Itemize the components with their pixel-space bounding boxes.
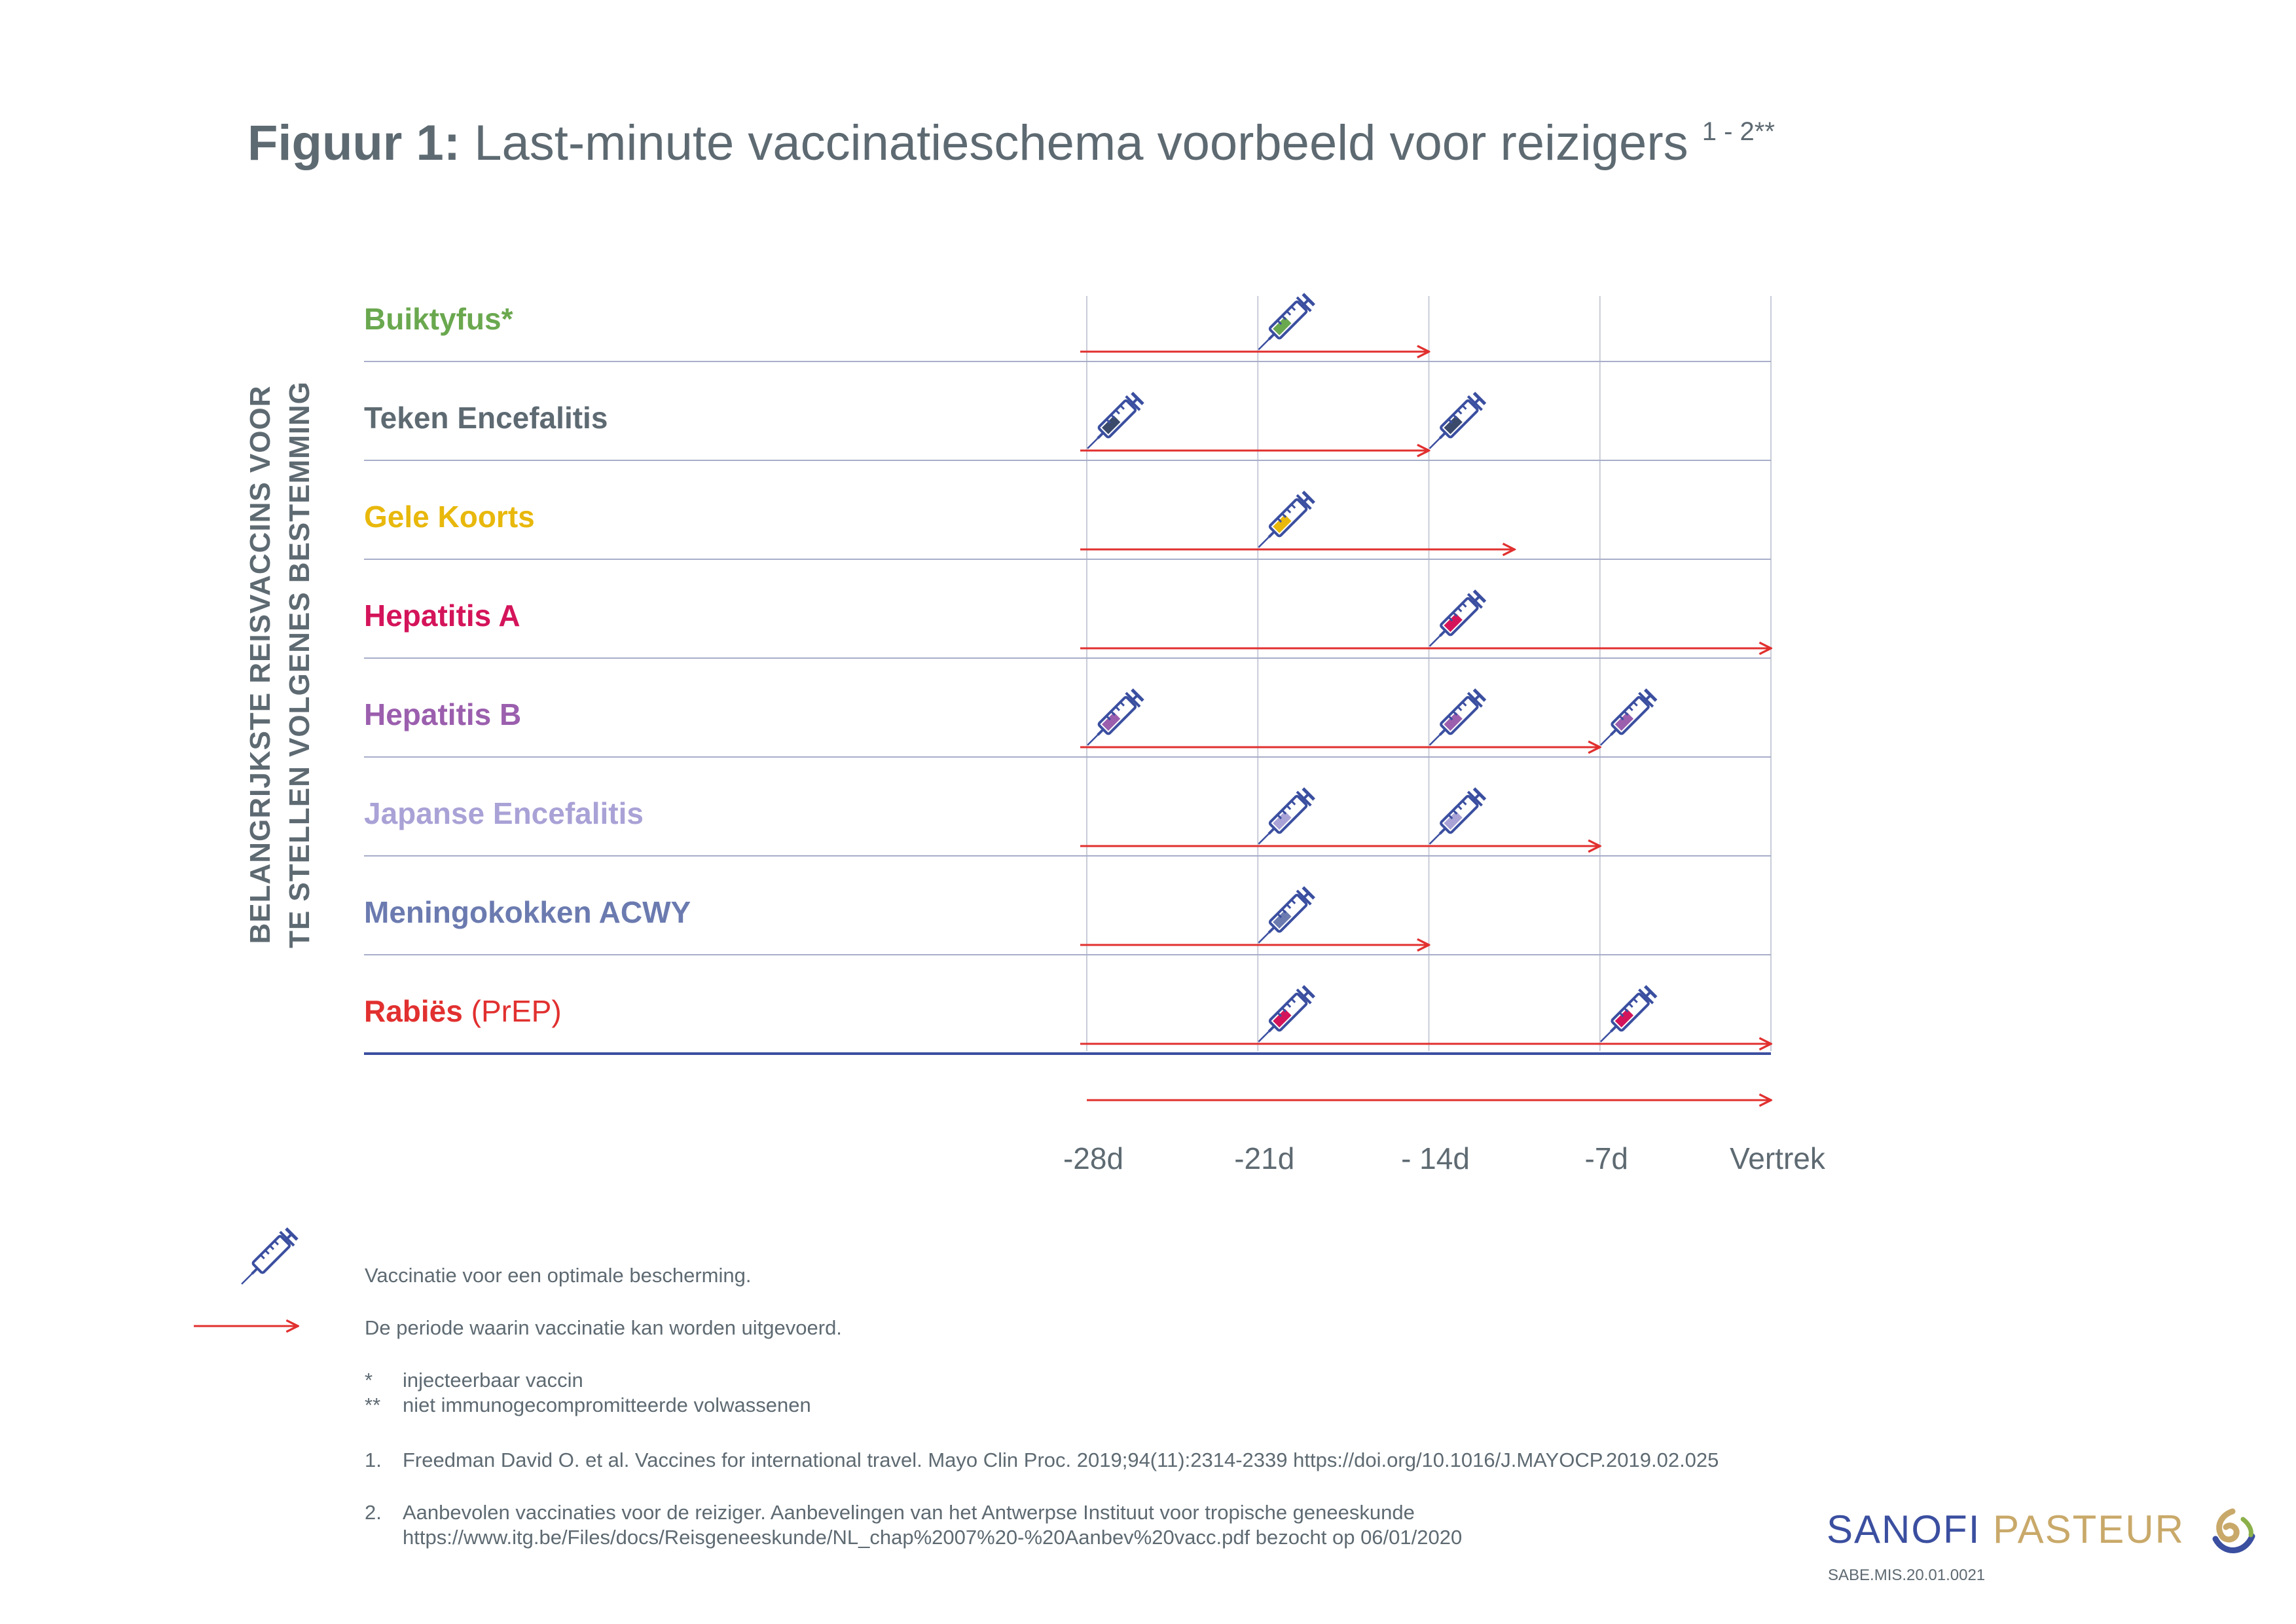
- y-axis-label-line1: BELANGRIJKSTE REISVACCINS VOOR: [244, 385, 276, 944]
- syringe-icon-rabi-s-1: [1594, 985, 1658, 1049]
- row-label-name-hepatitis-a: Hepatitis A: [364, 599, 520, 633]
- row-label-suffix-buiktyfus: *: [501, 302, 513, 336]
- row-label-buiktyfus: [364, 302, 513, 336]
- reference-mark-1: 1.: [365, 1449, 382, 1471]
- title-superscript: 1 - 2**: [1702, 117, 1775, 146]
- syringe-icon-teken-encefalitis-1-needle: [1430, 438, 1440, 449]
- row-label-name-japanse-encefalitis: Japanse Encefalitis: [364, 796, 644, 830]
- syringe-icon-rabi-s-0: [1252, 985, 1316, 1049]
- reference-mark-2: 2.: [365, 1501, 382, 1524]
- syringe-icon-japanse-encefalitis-1: [1423, 787, 1487, 851]
- syringe-icon-buiktyfus-0: [1252, 293, 1316, 357]
- x-tick-label-4: Vertrek: [1730, 1141, 1825, 1175]
- row-label-name-rabi-s: Rabiës: [364, 994, 463, 1028]
- syringe-icon-hepatitis-b-1: [1423, 688, 1487, 752]
- syringe-icon-hepatitis-b-2-barrel: [1611, 697, 1649, 735]
- note-mark-2: **: [365, 1393, 381, 1416]
- syringe-icon-japanse-encefalitis-1-barrel: [1440, 796, 1478, 834]
- syringe-icon-hepatitis-a-0-barrel: [1440, 598, 1478, 636]
- syringe-icon-hepatitis-b-0: [1080, 688, 1144, 752]
- sanofi-pasteur-logo: [1827, 1506, 2259, 1559]
- document-code: SABE.MIS.20.01.0021: [1828, 1566, 1986, 1584]
- syringe-icon-teken-encefalitis-1: [1423, 392, 1487, 456]
- note-text-1: injecteerbaar vaccin: [403, 1369, 583, 1392]
- syringe-icon-japanse-encefalitis-1-needle: [1430, 834, 1440, 844]
- syringe-icon-hepatitis-a-0: [1423, 589, 1487, 654]
- syringe-icon-gele-koorts-0-needle: [1258, 537, 1269, 547]
- syringe-icon-japanse-encefalitis-0: [1252, 787, 1316, 851]
- syringe-icon-japanse-encefalitis-0-hub: [1269, 828, 1274, 834]
- syringe-icon-rabi-s-1-hub: [1611, 1026, 1616, 1031]
- row-label-hepatitis-b: [364, 697, 521, 731]
- row-label-suffix-rabi-s: (PrEP): [462, 994, 562, 1028]
- syringe-icon-hepatitis-a-0-needle: [1430, 636, 1440, 646]
- row-label-rabi-s: [364, 994, 562, 1028]
- x-tick-label-3: -7d: [1584, 1141, 1628, 1175]
- row-label-name-gele-koorts: Gele Koorts: [364, 500, 535, 534]
- syringe-icon-rabi-s-1-needle: [1601, 1031, 1611, 1042]
- syringe-icon-hepatitis-b-1-hub: [1440, 729, 1445, 735]
- syringe-icon-teken-encefalitis-0-hub: [1098, 433, 1103, 438]
- title-text: Last-minute vaccinatieschema voorbeeld voor reizigers: [474, 115, 1688, 171]
- syringe-icon-hepatitis-b-1-barrel: [1440, 697, 1478, 735]
- x-tick-label-1: -21d: [1234, 1141, 1295, 1175]
- syringe-icon-japanse-encefalitis-0-needle: [1258, 834, 1269, 844]
- row-label-hepatitis-a: [364, 599, 520, 633]
- legend-syringe-icon-hub: [252, 1268, 257, 1274]
- syringe-icon-rabi-s-1-barrel: [1611, 993, 1649, 1031]
- legend-syringe-icon-needle: [242, 1274, 252, 1284]
- note-text-2: niet immunogecompromitteerde volwassenen: [403, 1393, 811, 1416]
- logo-part1: SANOFI: [1827, 1507, 1981, 1551]
- row-label-name-teken-encefalitis: Teken Encefalitis: [364, 401, 608, 435]
- row-label-name-buiktyfus: Buiktyfus: [364, 302, 501, 336]
- y-axis-label-line2: TE STELLEN VOLGENES BESTEMMING: [283, 380, 316, 949]
- row-label-meningokokken-acwy: [364, 895, 691, 929]
- row-label-gele-koorts: [364, 500, 535, 534]
- syringe-icon-meningokokken-acwy-0-needle: [1258, 932, 1269, 943]
- syringe-icon-teken-encefalitis-1-barrel: [1440, 400, 1478, 438]
- syringe-icon-gele-koorts-0: [1252, 490, 1316, 555]
- syringe-icon-meningokokken-acwy-0: [1252, 886, 1316, 950]
- syringe-icon-japanse-encefalitis-1-hub: [1440, 828, 1445, 834]
- reference-text-2b: https://www.itg.be/Files/docs/Reisgeneeskunde/NL_chap%2007%20-%20Aanbev%20vacc.pdf bezocht op 06/01/2020: [403, 1526, 1463, 1549]
- syringe-icon-hepatitis-a-0-hub: [1440, 631, 1445, 636]
- legend-syringe-text: Vaccinatie voor een optimale bescherming.: [365, 1264, 752, 1287]
- syringe-icon-rabi-s-0-needle: [1258, 1031, 1269, 1042]
- syringe-icon-buiktyfus-0-needle: [1258, 339, 1269, 350]
- reference-text-2a: Aanbevolen vaccinaties voor de reiziger. Aanbevelingen van het Antwerpse Instituut voor tropische geneeskunde: [403, 1501, 1415, 1524]
- syringe-icon-hepatitis-b-0-needle: [1087, 735, 1098, 745]
- row-label-name-meningokokken-acwy: Meningokokken ACWY: [364, 895, 691, 929]
- syringe-icon-teken-encefalitis-1-hub: [1440, 433, 1445, 438]
- syringe-icon-hepatitis-b-2-needle: [1601, 735, 1611, 745]
- reference-text-1: Freedman David O. et al. Vaccines for international travel. Mayo Clin Proc. 2019;94(11):2314-2339 https://doi.org/10.1016/J.MAYOCP.2019.02.025: [403, 1449, 1719, 1471]
- logo-part2: PASTEUR: [1993, 1507, 2185, 1551]
- syringe-icon-hepatitis-b-0-hub: [1098, 729, 1103, 735]
- logo-mark-icon: [2206, 1506, 2259, 1559]
- row-label-teken-encefalitis: [364, 401, 608, 435]
- syringe-icon-teken-encefalitis-0: [1080, 392, 1144, 456]
- row-label-japanse-encefalitis: [364, 796, 644, 830]
- note-mark-1: *: [365, 1369, 373, 1392]
- syringe-icon-buiktyfus-0-hub: [1269, 334, 1274, 339]
- syringe-icon-meningokokken-acwy-0-hub: [1269, 927, 1274, 932]
- syringe-icon-hepatitis-b-2: [1594, 688, 1658, 752]
- syringe-icon-gele-koorts-0-hub: [1269, 532, 1274, 537]
- syringe-icon-hepatitis-b-1-needle: [1430, 735, 1440, 745]
- title-bold: Figuur 1:: [247, 115, 461, 171]
- row-label-name-hepatitis-b: Hepatitis B: [364, 697, 522, 731]
- x-tick-label-2: - 14d: [1401, 1141, 1470, 1175]
- syringe-icon-rabi-s-0-hub: [1269, 1026, 1274, 1031]
- syringe-icon-hepatitis-b-2-hub: [1611, 729, 1616, 735]
- x-tick-label-0: -28d: [1063, 1141, 1124, 1175]
- legend-arrow-text: De periode waarin vaccinatie kan worden uitgevoerd.: [365, 1316, 842, 1339]
- legend-syringe-icon: [234, 1227, 299, 1291]
- syringe-icon-teken-encefalitis-0-needle: [1087, 438, 1098, 449]
